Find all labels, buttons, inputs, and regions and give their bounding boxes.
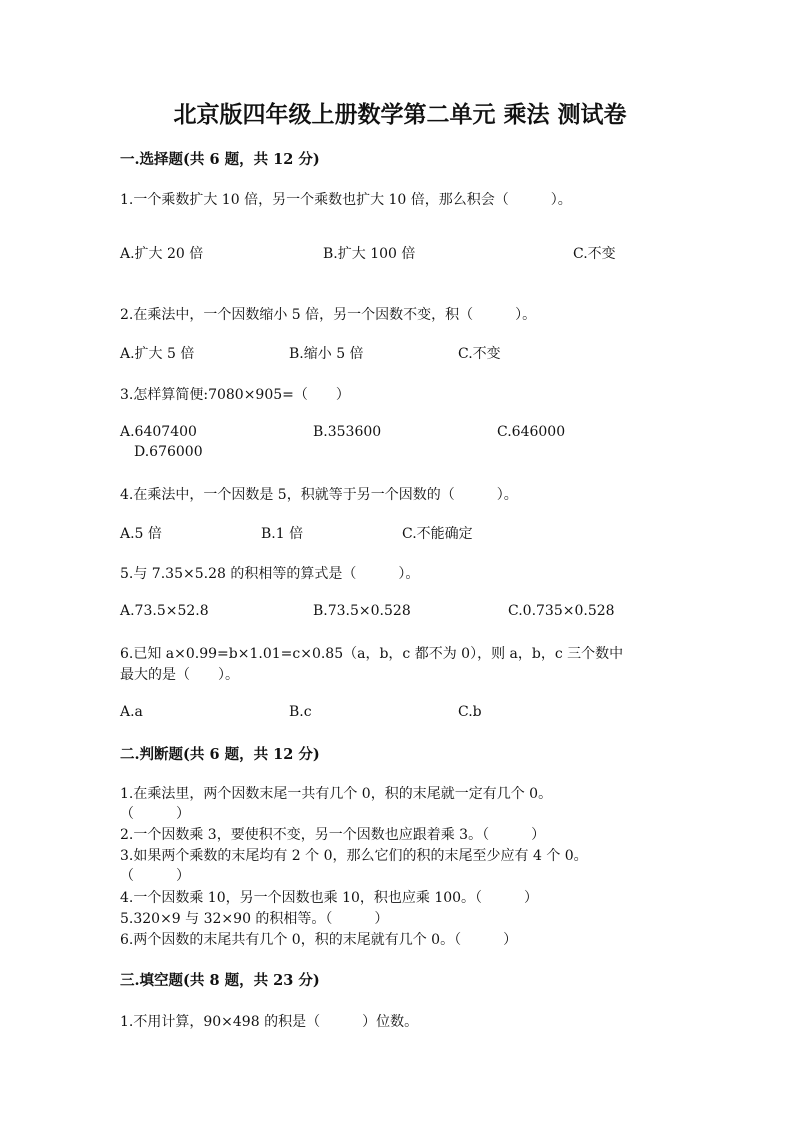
section-heading-choice: 一.选择题(共 6 题，共 12 分) bbox=[120, 151, 320, 168]
option-a[interactable]: A.扩大 20 倍 bbox=[120, 246, 204, 262]
option-c[interactable]: C.0.735×0.528 bbox=[508, 603, 615, 619]
option-b[interactable]: B.缩小 5 倍 bbox=[289, 346, 364, 362]
option-d[interactable]: D.676000 bbox=[134, 444, 203, 460]
question-text: 6.已知 a×0.99=b×1.01=c×0.85（a，b，c 都不为 0），则 a，b，c 三个数中 bbox=[120, 646, 624, 662]
option-c[interactable]: C.不变 bbox=[458, 346, 501, 362]
option-a[interactable]: A.a bbox=[120, 704, 143, 720]
option-a[interactable]: A.6407400 bbox=[120, 424, 197, 440]
fill-question: 1.不用计算，90×498 的积是（ ）位数。 bbox=[120, 1014, 419, 1030]
page-title: 北京版四年级上册数学第二单元 乘法 测试卷 bbox=[173, 101, 627, 128]
judge-question: 1.在乘法里，两个因数末尾一共有几个 0，积的末尾就一定有几个 0。 bbox=[120, 786, 553, 802]
option-c[interactable]: C.不变 bbox=[573, 246, 616, 262]
option-c[interactable]: C.b bbox=[458, 704, 482, 720]
question-text: 4.在乘法中，一个因数是 5，积就等于另一个因数的（ ）。 bbox=[120, 487, 518, 503]
option-b[interactable]: B.c bbox=[289, 704, 312, 720]
answer-blank[interactable]: （ ） bbox=[120, 806, 190, 822]
option-a[interactable]: A.扩大 5 倍 bbox=[120, 346, 195, 362]
option-b[interactable]: B.1 倍 bbox=[261, 526, 304, 542]
option-c[interactable]: C.646000 bbox=[497, 424, 566, 440]
answer-blank[interactable]: （ ） bbox=[120, 868, 190, 884]
option-a[interactable]: A.73.5×52.8 bbox=[120, 603, 209, 619]
question-text: 5.与 7.35×5.28 的积相等的算式是（ ）。 bbox=[120, 566, 420, 582]
option-b[interactable]: B.353600 bbox=[313, 424, 382, 440]
option-b[interactable]: B.73.5×0.528 bbox=[313, 603, 411, 619]
option-c[interactable]: C.不能确定 bbox=[402, 526, 473, 542]
option-a[interactable]: A.5 倍 bbox=[120, 526, 162, 542]
section-heading-judge: 二.判断题(共 6 题，共 12 分) bbox=[120, 746, 320, 763]
judge-question: 4.一个因数乘 10，另一个因数也乘 10，积也应乘 100。（ ） bbox=[120, 890, 539, 906]
judge-question: 5.320×9 与 32×90 的积相等。（ ） bbox=[120, 911, 389, 927]
judge-question: 3.如果两个乘数的末尾均有 2 个 0，那么它们的积的末尾至少应有 4 个 0。 bbox=[120, 848, 588, 864]
judge-question: 6.两个因数的末尾共有几个 0，积的末尾就有几个 0。（ ） bbox=[120, 932, 518, 948]
question-text: 2.在乘法中，一个因数缩小 5 倍，另一个因数不变，积（ ）。 bbox=[120, 307, 537, 323]
question-text-continued: 最大的是（ ）。 bbox=[120, 667, 239, 683]
question-text: 1.一个乘数扩大 10 倍，另一个乘数也扩大 10 倍，那么积会（ ）。 bbox=[120, 192, 572, 208]
judge-question: 2.一个因数乘 3，要使积不变，另一个因数也应跟着乘 3。（ ） bbox=[120, 827, 546, 843]
section-heading-fill: 三.填空题(共 8 题，共 23 分) bbox=[120, 972, 320, 989]
question-text: 3.怎样算简便:7080×905=（ ） bbox=[120, 387, 350, 403]
option-b[interactable]: B.扩大 100 倍 bbox=[323, 246, 416, 262]
